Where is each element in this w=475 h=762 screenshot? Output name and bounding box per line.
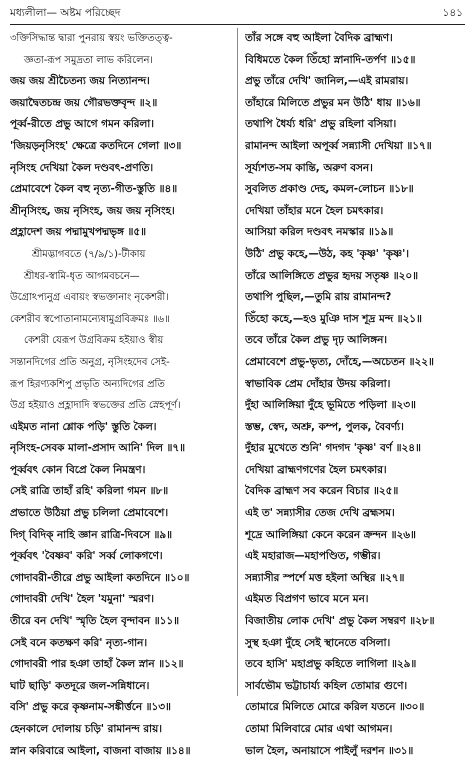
text-line: তথাপি ধৈর্য্য ধরি' প্রভু রহিলা বসিয়া। xyxy=(245,118,397,131)
text-line: শ্রীমদ্ভাগবতে (৭/৯/১)-টীকায় xyxy=(32,248,146,260)
text-line: সূর্য্যশত-সম কান্তি, অরুণ বসন। xyxy=(245,161,373,174)
right-column xyxy=(245,28,469,762)
text-line: উগ্রোঽপ্যনুগ্র এবায়ং স্বভক্তানাং নৃকেশরী। xyxy=(10,292,169,304)
text-line: তীরে বন দেখি' স্মৃতি হৈল বৃন্দাবন ॥১১॥ xyxy=(10,615,179,628)
text-line: ভাল হৈল, অনায়াসে পাইলুঁ দরশন ॥৩১॥ xyxy=(245,744,414,757)
text-line: স্নান করিবারে আইলা, বাজনা বাজায় ॥১৪॥ xyxy=(10,744,191,757)
text-line: গোদাবরী-তীরে প্রভু আইলা কতদিনে ॥১০॥ xyxy=(10,571,190,584)
text-line: স্বাভাবিক প্রেম দোঁহার উদয় করিলা। xyxy=(245,377,391,390)
text-line: সুস্থ হঞা দুঁহে সেই স্থানেতে বসিলা। xyxy=(245,636,391,649)
running-title: মধ্যলীলা— অষ্টম পরিচ্ছেদ xyxy=(10,7,121,19)
page-header xyxy=(10,4,465,22)
text-line: তোমারে মিলিতে মোরে করিল যতনে ॥৩০॥ xyxy=(245,701,425,714)
text-line: বসি' প্রভু করে কৃষ্ণনাম-সঙ্কীর্ত্তনে ॥১৩॥ xyxy=(10,701,171,714)
text-line: দেখিয়া তাঁহার মনে হৈল চমৎকার। xyxy=(245,204,384,217)
text-line: স্তম্ভ, স্বেদ, অশ্রু, কম্প, পুলক, বৈবর্ণ্য। xyxy=(245,420,404,433)
text-line: তাঁর সঙ্গে বহু আইলা বৈদিক ব্রাহ্মণ। xyxy=(245,32,393,44)
text-line: উগ্র হইয়াও প্রহ্লাদাদি স্বভক্তের প্রতি স্নেহপূর্ণ। xyxy=(10,400,181,412)
text-line: বিজাতীয় লোক দেখি' প্রভু কৈল সম্বরণ ॥২৮॥ xyxy=(245,615,435,628)
text-line: পূর্ব্ববৎ 'বৈষ্ণব' করি' সর্ব্ব লোকগণে। xyxy=(10,550,163,563)
text-line: সন্তানদিগের প্রতি অনুগ্র, নৃসিংহদেব সেই- xyxy=(10,356,170,368)
text-line: শ্রীধর-স্বামি-ধৃত আগমবচনে— xyxy=(24,270,140,282)
text-line: দুঁহার মুখেতে শুনি' গদগদ 'কৃষ্ণ' বর্ণ ॥২৪॥ xyxy=(245,442,421,455)
text-line: রামানন্দ আইলা অপূর্ব্ব সন্ন্যাসী দেখিয়া ॥১৭॥ xyxy=(245,139,432,152)
text-line: জয় জয় শ্রীচৈতন্য জয় নিত্যানন্দ। xyxy=(10,75,150,88)
text-line: তথাপি পুছিল,—তুমি রায় রামানন্দ? xyxy=(245,291,392,304)
text-line: গোদাবরী পার হঞা তাহাঁ কৈল স্নান ॥১২॥ xyxy=(10,658,184,671)
header-rule xyxy=(10,24,465,25)
left-column xyxy=(10,28,236,762)
text-line: দিগ্ বিদিক্ নাহি জ্ঞান রাত্রি-দিবসে ॥৯॥ xyxy=(10,528,173,541)
text-line: তবে হাসি' মহাপ্রভু কহিতে লাগিলা ॥২৯॥ xyxy=(245,658,417,671)
text-line: রূপ হিরণ্যকশিপু প্রভৃতি অন্যদিগের প্রতি xyxy=(10,378,165,390)
text-line: প্রেমাবেশে কৈল বহু নৃত্য-গীত-স্তুতি ॥৪॥ xyxy=(10,183,178,196)
text-line: বৈদিক ব্রাহ্মণ সব করেন বিচার ॥২৫॥ xyxy=(245,485,399,498)
text-line: তবে তাঁরে কৈল প্রভু দৃঢ় আলিঙ্গন। xyxy=(245,334,388,347)
text-line: প্রেমাবেশে প্রভু-ভৃত্য, দোঁহে,—অচেতন ॥২২॥ xyxy=(245,355,434,368)
text-line: উঠি' প্রভু কহে,—উঠ, কহ 'কৃষ্ণ' 'কৃষ্ণ'। xyxy=(245,247,409,260)
page-number: ১৪১ xyxy=(442,7,463,19)
text-line: 'জিয়ড়নৃসিংহ' ক্ষেত্রে কতদিনে গেলা ॥৩॥ xyxy=(10,139,182,152)
text-line: পূর্ব্ববৎ কোন বিপ্রে কৈল নিমন্ত্রণ। xyxy=(10,463,146,476)
text-line: হেনকালে দোলায় চড়ি' রামানন্দ রায়। xyxy=(10,723,162,735)
text-line: গোদাবরী দেখি' হৈল 'যমুনা' স্মরণ। xyxy=(10,593,154,606)
text-line: সন্ন্যাসীর স্পর্শে মত্ত হইলা অস্থির ॥২৭॥ xyxy=(245,571,405,584)
text-line: ৩ক্তিসিদ্ধান্ত দ্বারা পুনরায় স্বয়ং ভক্তিতত্ত্ব- xyxy=(10,33,173,44)
text-line: এইমত নানা শ্লোক পড়ি' স্তুতি কৈল। xyxy=(10,420,157,433)
text-line: দুঁহা আলিঙ্গিয়া দুঁহে ভূমিতে পড়িলা ॥২৩॥ xyxy=(245,399,416,412)
text-line: তাঁহারে মিলিতে প্রভুর মন উঠি' ধায় ॥১৬॥ xyxy=(245,96,421,109)
text-line: নৃসিংহ-সেবক মালা-প্রসাদ আনি' দিল ॥৭॥ xyxy=(10,442,185,455)
column-divider xyxy=(237,28,238,696)
text-line: পূর্ব্ব-রীতে প্রভু আগে গমন করিলা। xyxy=(10,118,154,131)
text-line: প্রভু তাঁরে দেখি' জানিল,—এই রামরায়। xyxy=(245,75,409,88)
text-line: সেই বনে কতক্ষণ করি' নৃত্য-গান। xyxy=(10,636,148,649)
text-line: তোমা মিলিবারে মোর এথা আগমন। xyxy=(245,723,393,735)
text-line: তিঁহো কহে,—হও মুঞি দাস শূদ্র মন্দ ॥২১॥ xyxy=(245,312,422,325)
text-line: এইমত বিপ্রগণ ভাবে মনে মন। xyxy=(245,593,369,606)
text-line: তাঁরে আলিঙ্গিতে প্রভুর হৃদয় সতৃষ্ণ ॥২০॥ xyxy=(245,269,418,282)
text-line: দেখিয়া ব্রাহ্মণগণের হৈল চমৎকার। xyxy=(245,463,387,476)
text-line: বিধিমতে কৈল তিঁহো স্নানাদি-তর্পণ ॥১৫॥ xyxy=(245,53,416,66)
text-line: শ্রীনৃসিংহ, জয় নৃসিংহ, জয় জয় নৃসিংহ। xyxy=(10,204,175,217)
text-line: ঘাট ছাড়ি' কতদূরে জল-সন্নিধানে। xyxy=(10,679,150,692)
text-line: জয়াদ্বৈতচন্দ্র জয় গৌরভক্তবৃন্দ ॥২॥ xyxy=(10,96,158,109)
text-line: আসিয়া করিল দণ্ডবৎ নমস্কার ॥১৯॥ xyxy=(245,226,394,239)
text-line: এই মহারাজ—মহাপণ্ডিত, গম্ভীর। xyxy=(245,550,381,563)
text-line: জ্ঞতা-রূপ সমুদ্রতা লাভ করিলেন। xyxy=(24,54,153,66)
text-line: সেই রাত্রি তাহাঁ রহি' করিলা গমন ॥৮॥ xyxy=(10,485,169,498)
text-line: সার্বভৌম ভট্টাচার্য্য কহিল তোমার গুণে। xyxy=(245,679,408,692)
text-line: নৃসিংহ দেখিয়া কৈল দণ্ডবৎ-প্রণতি। xyxy=(10,161,154,174)
text-line: কেশরী যেরূপ উগ্রবিক্রম হইয়াও স্বীয় xyxy=(24,335,164,347)
text-line: শূদ্রে আলিঙ্গিয়া কেনে করেন ক্রন্দন ॥২৬॥ xyxy=(245,528,416,541)
text-line: প্রহ্লাদেশ জয় পদ্মামুখপদ্মভৃঙ্গ ॥৫॥ xyxy=(10,226,146,239)
text-line: সুবলিত প্রকাণ্ড দেহ, কমল-লোচন ॥১৮॥ xyxy=(245,183,414,196)
text-line: কেশরীব স্বপোতানামন্যেষামুগ্রবিক্রমঃ ॥৬॥ xyxy=(10,313,170,325)
text-line: এই ত' সন্ন্যাসীর তেজ দেখি ব্রহ্মসম। xyxy=(245,507,395,520)
text-line: প্রভাতে উঠিয়া প্রভু চলিলা প্রেমাবেশে। xyxy=(10,507,169,520)
